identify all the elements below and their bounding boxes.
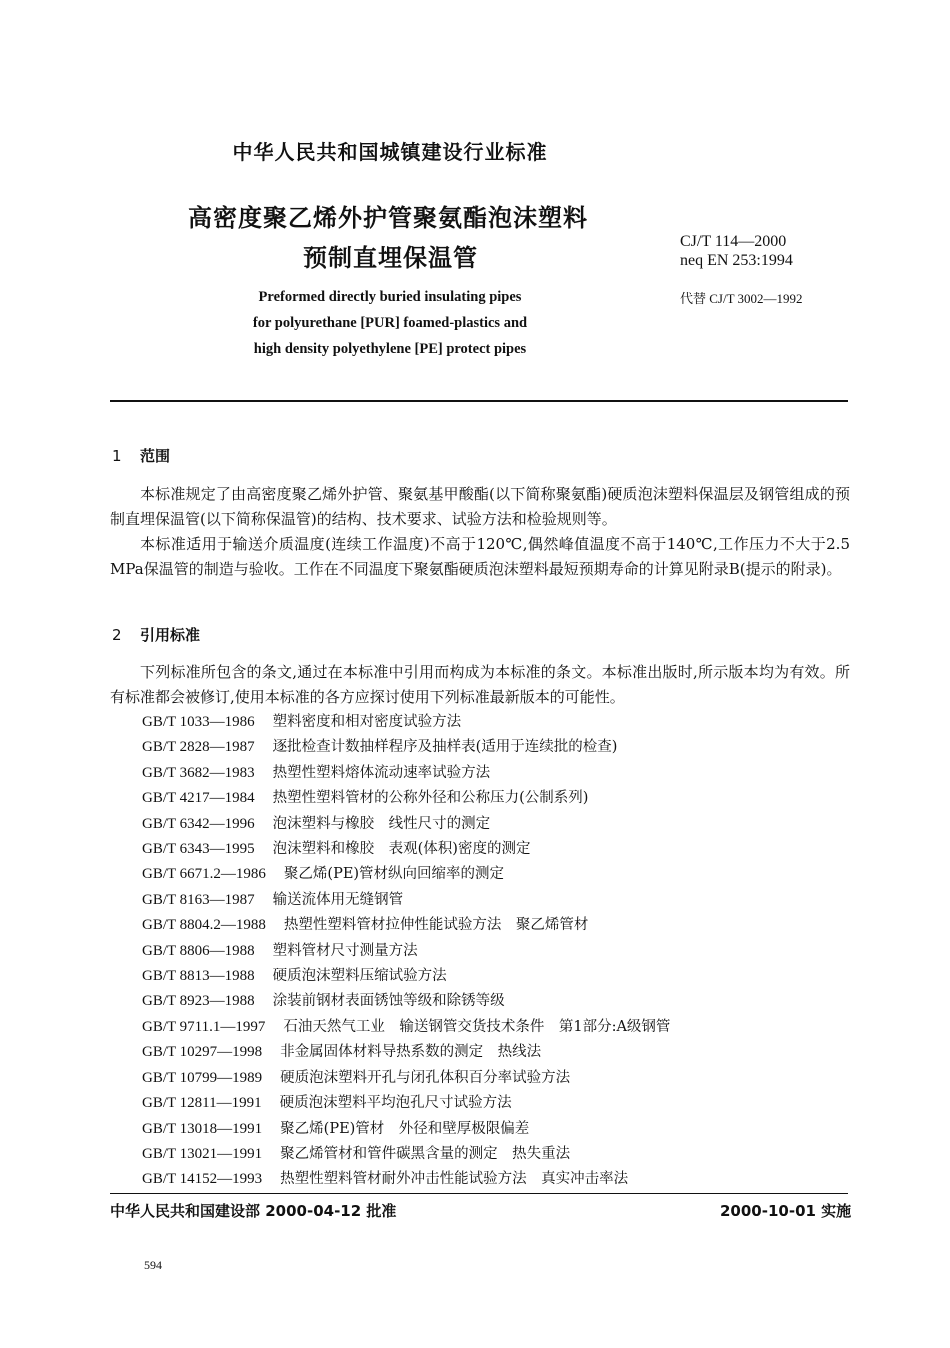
reference-title: 泡沫塑料和橡胶 表观(体积)密度的测定: [272, 841, 531, 858]
reference-item: [142, 812, 670, 837]
section-title: 范围: [140, 447, 171, 465]
equivalent-standard: neq EN 253:1994: [680, 252, 793, 269]
reference-title: 泡沫塑料与橡胶 线性尺寸的测定: [272, 815, 491, 832]
reference-item: [142, 989, 670, 1014]
page-number: 594: [144, 1258, 162, 1272]
reference-item: [142, 761, 670, 786]
section-1-paragraph-1: 本标准规定了由高密度聚乙烯外护管、聚氨基甲酸酯(以下简称聚氨酯)硬质泡沫塑料保温层及钢管组成的预制直埋保温管(以下简称保温管)的结构、技术要求、试验方法和检验规则等。: [110, 485, 850, 528]
reference-code: GB/T 4217—1984: [142, 790, 255, 807]
reference-title: 塑料管材尺寸测量方法: [272, 942, 418, 959]
header-divider: [110, 400, 848, 402]
reference-code: GB/T 12811—1991: [142, 1095, 262, 1112]
reference-item: [142, 964, 670, 989]
reference-code: GB/T 8163—1987: [142, 891, 255, 908]
reference-item: [142, 1066, 670, 1091]
reference-title: 热塑性塑料管材的公称外径和公称压力(公制系列): [272, 790, 589, 807]
reference-item: [142, 837, 670, 862]
reference-title: 塑料密度和相对密度试验方法: [272, 714, 462, 730]
reference-item: [142, 939, 670, 964]
standard-title-line1: 高密度聚乙烯外护管聚氨酯泡沫塑料: [188, 204, 588, 232]
reference-title: 热塑性塑料管材拉伸性能试验方法 聚乙烯管材: [283, 917, 589, 934]
issue-date: 中华人民共和国建设部 2000-04-12 批准: [110, 1202, 397, 1220]
reference-title: 输送流体用无缝钢管: [272, 891, 404, 908]
reference-code: GB/T 8806—1988: [142, 942, 255, 959]
reference-item: [142, 735, 670, 760]
english-title-line2: for polyurethane [PUR] foamed-plastics and: [252, 315, 528, 331]
reference-code: GB/T 6671.2—1986: [142, 866, 266, 883]
reference-item: [142, 1142, 670, 1167]
reference-code: GB/T 6343—1995: [142, 841, 255, 858]
reference-item: [142, 1015, 670, 1040]
reference-item: [142, 888, 670, 913]
reference-title: 聚乙烯(PE)管材纵向回缩率的测定: [283, 866, 505, 883]
reference-code: GB/T 13018—1991: [142, 1120, 263, 1137]
standard-code: [680, 232, 793, 270]
reference-title: 硬质泡沫塑料压缩试验方法: [272, 968, 447, 985]
reference-code: GB/T 3682—1983: [142, 764, 255, 781]
reference-code: GB/T 8813—1988: [142, 968, 255, 985]
section-number: 1: [112, 447, 122, 465]
reference-code: GB/T 10799—1989: [142, 1069, 263, 1086]
reference-title: 石油天然气工业 输送钢管交货技术条件 第1部分:A级钢管: [283, 1018, 671, 1035]
reference-title: 聚乙烯(PE)管材 外径和壁厚极限偏差: [280, 1120, 530, 1137]
section-2-heading: [112, 624, 200, 645]
section-2-intro: 下列标准所包含的条文,通过在本标准中引用而构成为本标准的条文。本标准出版时,所示版本均为有效。所有标准都会被修订,使用本标准的各方应探讨使用下列标准最新版本的可能性。: [110, 663, 850, 706]
reference-item: [142, 1117, 670, 1142]
reference-item: [142, 1040, 670, 1065]
footer-divider: [110, 1193, 848, 1194]
reference-title: 热塑性塑料管材耐外冲击性能试验方法 真实冲击率法: [280, 1171, 629, 1188]
reference-title: 热塑性塑料熔体流动速率试验方法: [272, 764, 491, 781]
reference-code: GB/T 9711.1—1997: [142, 1018, 266, 1035]
reference-item: [142, 913, 670, 938]
ministry-title: 中华人民共和国城镇建设行业标准: [232, 140, 548, 164]
reference-title: 硬质泡沫塑料平均泡孔尺寸试验方法: [279, 1095, 512, 1112]
section-1-heading: [112, 445, 170, 466]
replaces-standard: 代替 CJ/T 3002—1992: [680, 291, 803, 306]
reference-title: 聚乙烯管材和管件碳黑含量的测定 热失重法: [280, 1145, 571, 1162]
reference-code: GB/T 13021—1991: [142, 1145, 263, 1162]
reference-item: [142, 1091, 670, 1116]
reference-code: GB/T 14152—1993: [142, 1171, 263, 1188]
reference-title: 非金属固体材料导热系数的测定 热线法: [280, 1044, 542, 1061]
standard-title-line2: 预制直埋保温管: [303, 244, 478, 272]
reference-title: 涂装前钢材表面锈蚀等级和除锈等级: [272, 993, 505, 1010]
section-1-paragraph-2: 本标准适用于输送介质温度(连续工作温度)不高于120℃,偶然峰值温度不高于140℃,工作压力不大于2.5 MPa保温管的制造与验收。工作在不同温度下聚氨酯硬质泡沫塑料最短预期寿命的计算见附录B(提示的附录)。: [110, 535, 850, 578]
english-title-line1: Preformed directly buried insulating pipes: [258, 289, 522, 305]
reference-item: [142, 710, 670, 735]
reference-code: GB/T 1033—1986: [142, 714, 255, 730]
reference-item: [142, 862, 670, 887]
effective-date: 2000-10-01 实施: [720, 1202, 852, 1220]
english-title-line3: high density polyethylene [PE] protect pipes: [253, 341, 527, 357]
reference-code: GB/T 2828—1987: [142, 739, 255, 756]
reference-code: GB/T 8923—1988: [142, 993, 255, 1010]
reference-item: [142, 1167, 670, 1192]
reference-code: GB/T 10297—1998: [142, 1044, 263, 1061]
section-title: 引用标准: [140, 626, 201, 644]
reference-item: [142, 786, 670, 811]
reference-list: [142, 710, 670, 1193]
section-number: 2: [112, 626, 122, 644]
reference-code: GB/T 8804.2—1988: [142, 917, 266, 934]
reference-title: 硬质泡沫塑料开孔与闭孔体积百分率试验方法: [280, 1069, 571, 1086]
standard-code-number: CJ/T 114—2000: [680, 233, 787, 250]
reference-title: 逐批检查计数抽样程序及抽样表(适用于连续批的检查): [272, 739, 618, 756]
reference-code: GB/T 6342—1996: [142, 815, 255, 832]
